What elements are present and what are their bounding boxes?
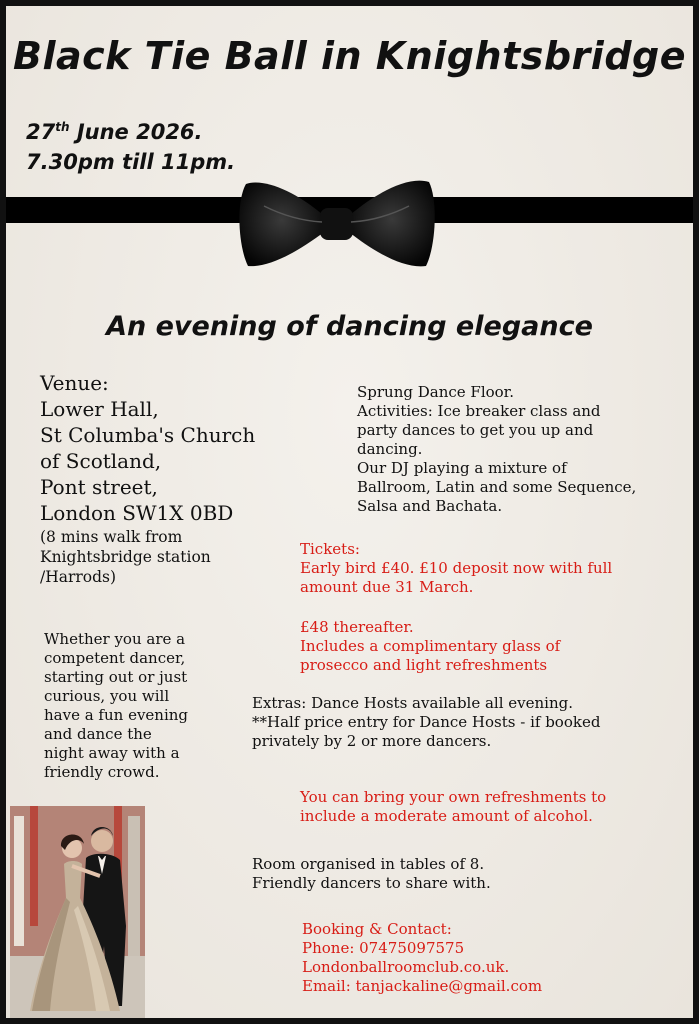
booking-contact: Booking & Contact: Phone: 07475097575 Londonballroomclub.co.uk. Email: tanjackaline@gmail.com	[302, 920, 672, 996]
event-time: 7.30pm till 11pm.	[26, 150, 236, 174]
intro-text: Whether you are a competent dancer, starting out or just curious, you will have a fun evening and dance the night away with a friendly crowd.	[44, 630, 189, 781]
ticket-info: Tickets: Early bird £40. £10 deposit now with full amount due 31 March.	[300, 540, 613, 596]
bow-tie-icon	[234, 166, 439, 278]
walking-directions: (8 mins walk from Knightsbridge station /Harrods)	[40, 528, 211, 586]
booking-email-link[interactable]: Email: tanjackaline@gmail.com	[302, 977, 543, 995]
event-date: 27th June 2026.	[26, 120, 203, 144]
event-details: Sprung Dance Floor. Activities: Ice breaker class and party dances to get you up and dancing. Our DJ playing a mixture of Ballroom, Latin and some Sequence, Salsa and Bachata.	[357, 383, 637, 515]
booking-website-link[interactable]: Londonballroomclub.co.uk.	[302, 958, 510, 976]
event-title: Black Tie Ball in Knightsbridge	[12, 34, 686, 78]
venue-address: Venue: Lower Hall, St Columba's Church of Scotland, Pont street, London SW1X 0BD	[40, 371, 256, 525]
extras-info: Extras: Dance Hosts available all evening. **Half price entry for Dance Hosts - if booked privately by 2 or more dancers.	[252, 694, 601, 750]
tagline: An evening of dancing elegance	[106, 311, 593, 342]
refreshments-note: You can bring your own refreshments to include a moderate amount of alcohol.	[300, 788, 607, 825]
room-info: Room organised in tables of 8. Friendly dancers to share with.	[252, 855, 491, 892]
poster	[6, 6, 693, 1018]
event-date-time	[26, 112, 235, 177]
ticket-later-info: £48 thereafter. Includes a complimentary glass of prosecco and light refreshments	[300, 618, 561, 674]
booking-phone[interactable]: Phone: 07475097575	[302, 939, 465, 957]
dancing-couple-illustration	[10, 806, 145, 1018]
